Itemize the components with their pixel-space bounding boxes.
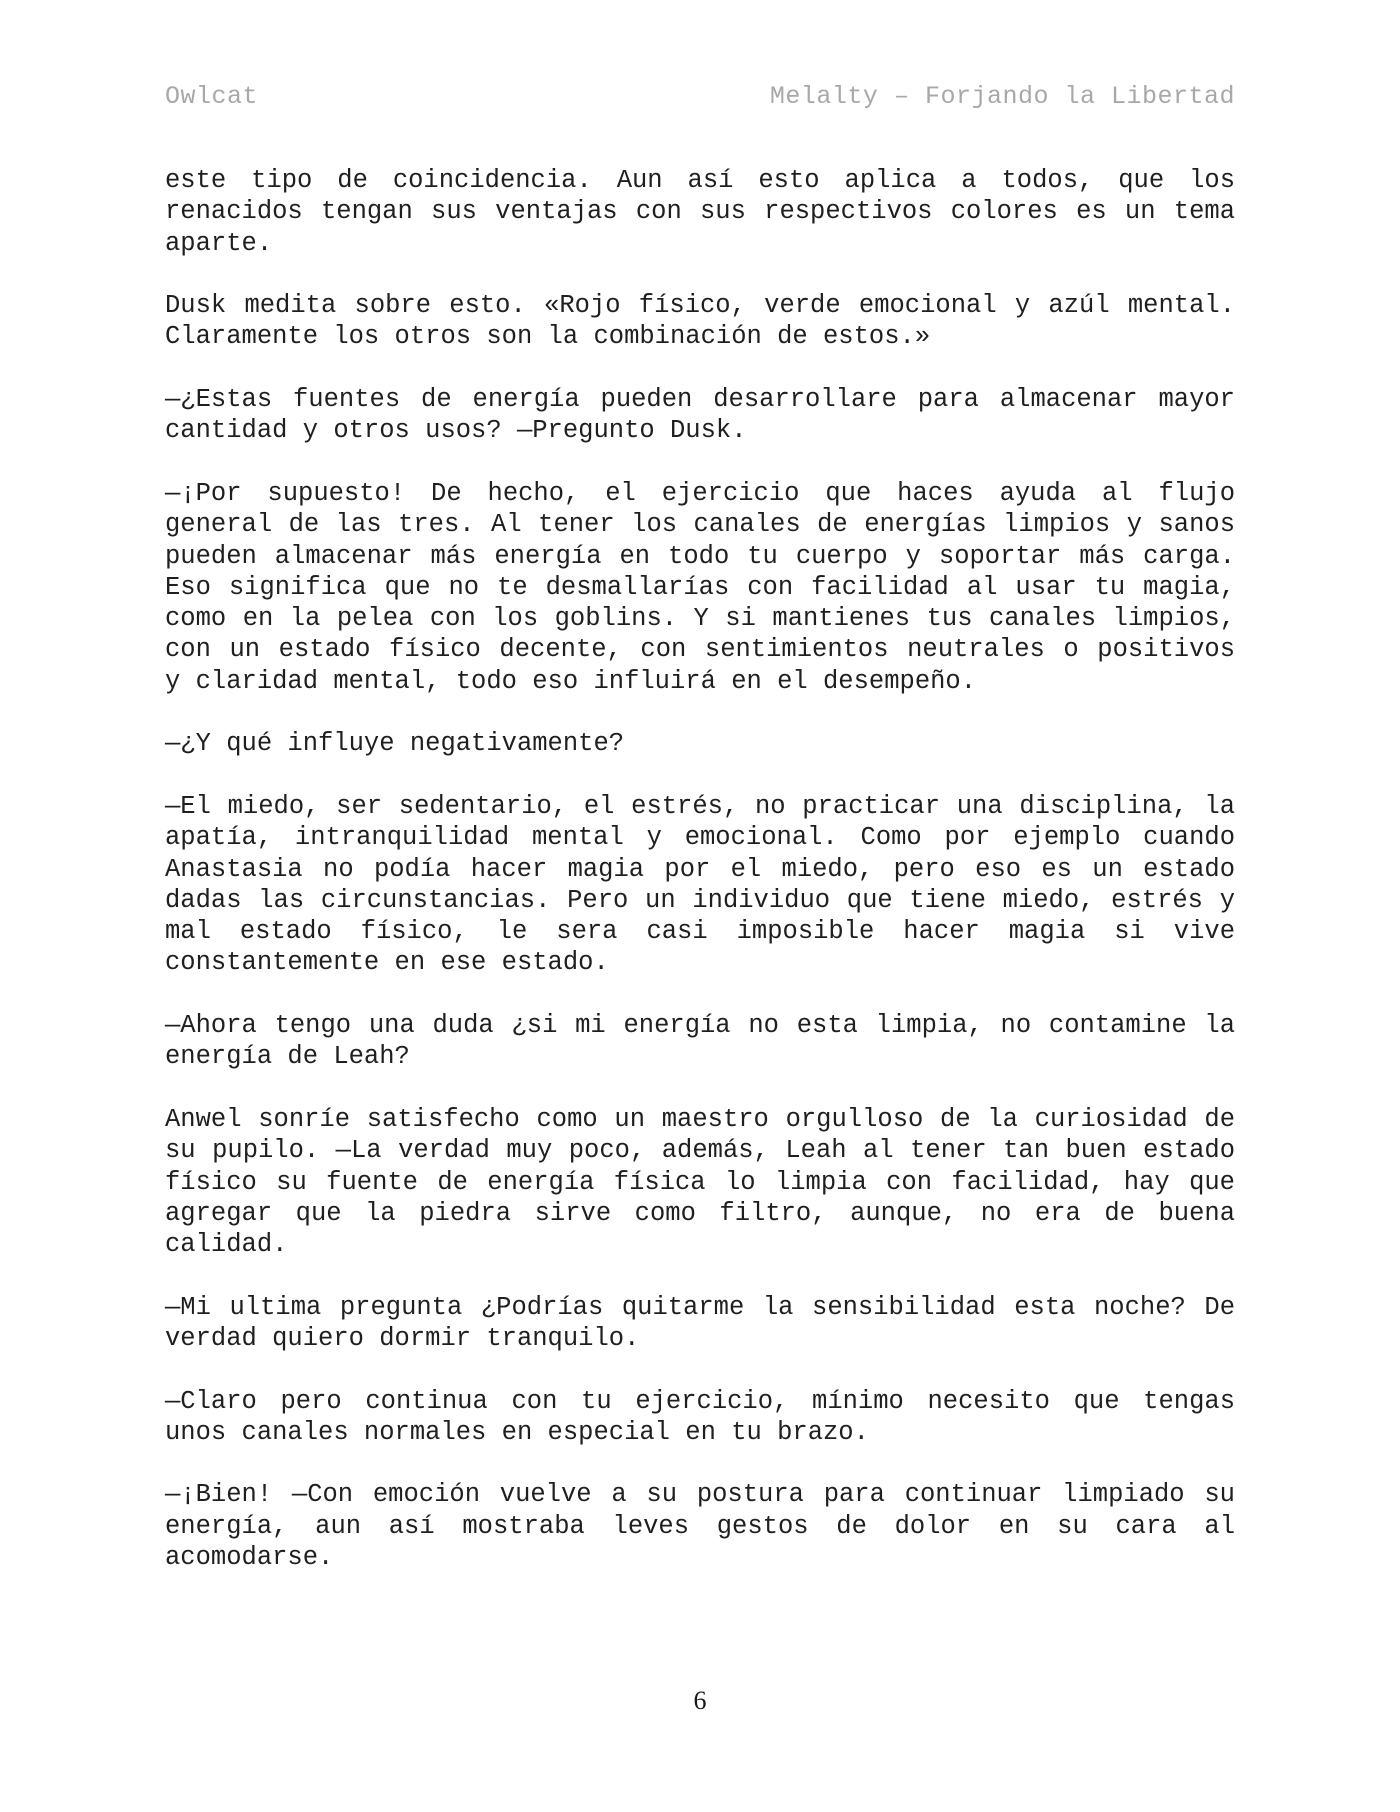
paragraph: —¿Estas fuentes de energía pueden desarrollare para almacenar mayor cantidad y otros usos? —Pregunto Dusk. bbox=[165, 385, 1235, 446]
page-body bbox=[165, 165, 1235, 1605]
page-header bbox=[165, 82, 1235, 116]
paragraph: Anwel sonríe satisfecho como un maestro orgulloso de la curiosidad de su pupilo. —La verdad muy poco, además, Leah al tener tan buen estado físico su fuente de energía física lo limpia con facilidad, hay que agregar que la piedra sirve como filtro, aunque, no era de buena calidad. bbox=[165, 1104, 1235, 1260]
paragraph: —Ahora tengo una duda ¿si mi energía no esta limpia, no contamine la energía de Leah? bbox=[165, 1011, 1235, 1072]
paragraph: —El miedo, ser sedentario, el estrés, no practicar una disciplina, la apatía, intranquilidad mental y emocional. Como por ejemplo cuando Anastasia no podía hacer magia por el miedo, pero eso es un estado dadas las circunstancias. Pero un individuo que tiene miedo, estrés y mal estado físico, le sera casi imposible hacer magia si vive constantemente en ese estado. bbox=[165, 791, 1235, 978]
paragraph: este tipo de coincidencia. Aun así esto aplica a todos, que los renacidos tengan sus ventajas con sus respectivos colores es un tema aparte. bbox=[165, 166, 1235, 258]
paragraph: —¿Y qué influye negativamente? bbox=[165, 729, 625, 759]
paragraph: —¡Por supuesto! De hecho, el ejercicio que haces ayuda al flujo general de las tres. Al tener los canales de energías limpios y sanos pueden almacenar más energía en todo tu cuerpo y soportar más carga. Eso significa que no te desmallarías con facilidad al usar tu magia, como en la pelea con los goblins. Y si mantienes tus canales limpios, con un estado físico decente, con sentimientos neutrales o positivos y claridad mental, todo eso influirá en el desempeño. bbox=[165, 478, 1235, 696]
header-title: Melalty – Forjando la Libertad bbox=[769, 82, 1235, 111]
paragraph: Dusk medita sobre esto. «Rojo físico, verde emocional y azúl mental. Claramente los otros son la combinación de estos.» bbox=[165, 291, 1235, 352]
page-number: 6 bbox=[693, 1686, 707, 1715]
paragraph: —¡Bien! —Con emoción vuelve a su postura para continuar limpiado su energía, aun así mostraba leves gestos de dolor en su cara al acomodarse. bbox=[165, 1480, 1235, 1573]
paragraph: —Mi ultima pregunta ¿Podrías quitarme la sensibilidad esta noche? De verdad quiero dormir tranquilo. bbox=[165, 1292, 1235, 1353]
paragraph: —Claro pero continua con tu ejercicio, mínimo necesito que tengas unos canales normales en especial en tu brazo. bbox=[165, 1386, 1235, 1447]
header-author: Owlcat bbox=[165, 82, 259, 111]
